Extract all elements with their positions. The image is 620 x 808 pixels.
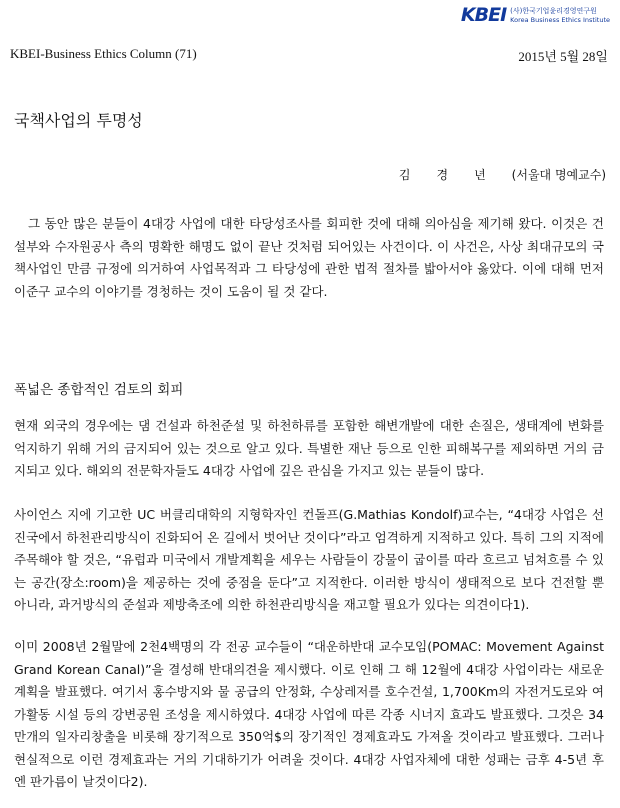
body-paragraph-2: 사이언스 지에 기고한 UC 버클리대학의 지형학자인 컨돌프(G.Mathias Kondolf)교수는, “4대강 사업은 선진국에서 하천관리방식이 진화되어 온 길에서 벗어난 것이다”라고 엄격하게 지적하고 있다. 특히 그의 지적에 주목해야 할 것은, “유럽과 미국에서 개발계획을 세우는 사람들이 강물이 굽이를 따라 흐르고 넘쳐흐를 수 있는 공간(장소:room)을 제공하는 것에 중점을 둔다”고 지적한다. 이러한 방식이 생태적으로 보다 건전할 뿐 아니라, 과거방식의 준설과 제방축조에 의한 하천관리방식을 재고할 필요가 있다는 의견이다1).: [14, 507, 604, 612]
body-paragraph-1: 현재 외국의 경우에는 댐 건설과 하천준설 및 하천하류를 포함한 해변개발에 대한 손질은, 생태계에 변화를 억지하기 위해 거의 금지되어 있는 것으로 알고 있다. 특별한 재난 등으로 인한 피해복구를 제외하면 거의 금지되고 있다. 해외의 전문학자들도 4대강 사업에 깊은 관심을 가지고 있는 분들이 많다.: [14, 418, 604, 478]
column-date: 2015년 5월 28일: [518, 49, 608, 64]
kbei-logo: [461, 4, 610, 26]
column-header: [10, 46, 608, 65]
intro-paragraph: 그 동안 많은 분들이 4대강 사업에 대한 타당성조사를 회피한 것에 대해 의아심을 제기해 왔다. 이것은 건설부와 수자원공사 측의 명확한 해명도 없이 끝난 것처럼 되어있는 사건이다. 이 사건은, 사상 최대규모의 국책사업인 만큼 규정에 의거하여 사업목적과 그 타당성에 관한 법적 절차를 밟아서야 옳았다. 이에 대해 먼저 이준구 교수의 이야기를 경청하는 것이 도움이 될 것 같다.: [14, 216, 604, 299]
logo-english-name: Korea Business Ethics Institute: [510, 15, 610, 24]
author-name: 김경년: [398, 168, 512, 182]
body-paragraph-3: 이미 2008년 2월말에 2천4백명의 각 전공 교수들이 “대운하반대 교수모임(POMAC: Movement Against Grand Korean Canal)”을 결성해 반대의견을 제시했다. 이로 인해 그 해 12월에 4대강 사업이라는 새로운 계획을 발표했다. 여기서 홍수방지와 물 공급의 안정화, 수상레저를 호수건설, 1,700Km의 자전거도로와 여가활동 시설 등의 강변공원 조성을 제시하였다. 4대강 사업에 따른 각종 시너지 효과도 발표했다. 그것은 34만개의 일자리창출을 비롯해 장기적으로 350억$의 장기적인 경제효과도 가져올 것이라고 발표했다. 그러나 현실적으로 이런 경제효과는 거의 기대하기가 어려울 것이다. 4대강 사업자체에 대한 성패는 금후 4-5년 후엔 판가름이 날것이다2).: [14, 639, 604, 789]
author-line: [399, 166, 606, 183]
author-affiliation: (서울대 명예교수): [511, 168, 606, 182]
column-number: KBEI-Business Ethics Column (71): [10, 46, 197, 61]
section-heading: 폭넓은 종합적인 검토의 회피: [14, 382, 184, 398]
logo-korean-name: (사)한국기업윤리경영연구원: [510, 6, 597, 15]
article-title: 국책사업의 투명성: [14, 111, 143, 130]
logo-mark: KBEI: [460, 4, 507, 26]
logo-text: [510, 7, 610, 24]
